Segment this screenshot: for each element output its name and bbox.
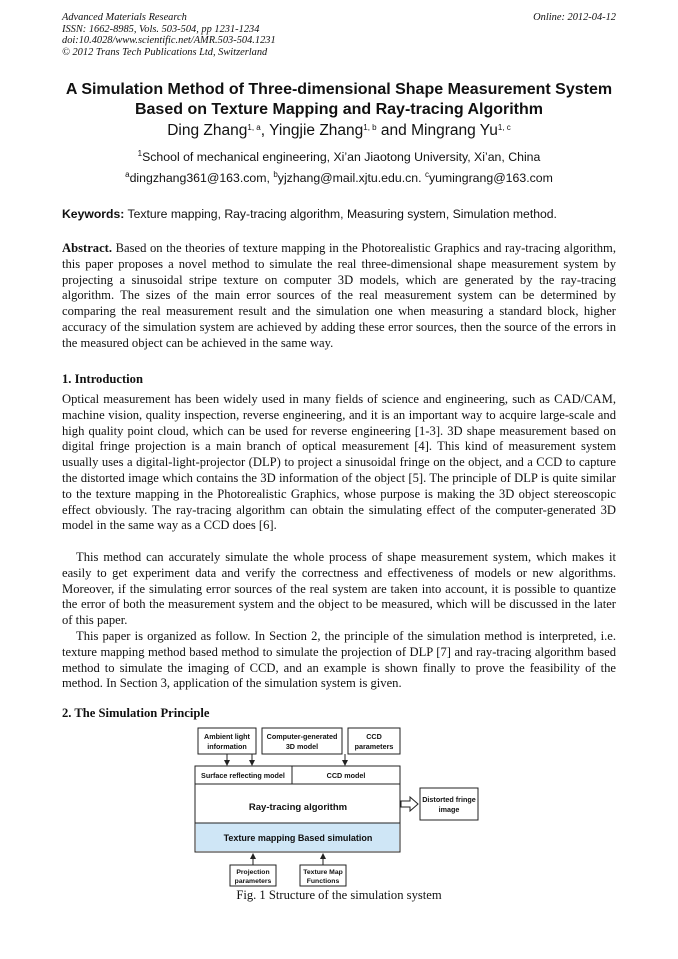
- author-emails: [0, 171, 678, 185]
- section-heading-simulation: 2. The Simulation Principle: [62, 706, 210, 720]
- intro-paragraph-3: This paper is organized as follow. In Section 2, the principle of the simulation method is interpreted, i.e. texture mapping method based method to simulate the projection of DLP [7] and ray-tracing algorithm based method to simulate the imaging of CCD, and an example is shown finally to prove the feasibility of the method. In Section 3, application of the simulation system is given.: [62, 629, 616, 691]
- diagram-label: Texture Map: [303, 869, 343, 876]
- intro-paragraph-1: Optical measurement has been widely used in many fields of science and engineering, such as CAD/CAM, machine vision, quality inspection, reverse engineering, and it is an important way to acquire large-scale and high quality point cloud, which can be used for reverse engineering [1-3]. 3D shape measurement based on digital fringe projection is a main branch of optical measurement [4]. This kind of measurement system usually uses a digital-light-projector (DLP) to project a sinusoidal fringe on the object, and a CCD to capture the distorted image which contains the 3D information of the object [5]. The principle of DLP is quite similar to the texture mapping in the Photorealistic Graphics, whose purpose is making the 3D object stereoscopic effect obviously. The ray-tracing algorithm can obtain the simulating effect of the computer-generated 3D model in the same way as a CCD does [6].: [62, 392, 616, 533]
- diagram-label: 3D model: [285, 742, 319, 751]
- author-name: Ding Zhang: [167, 122, 248, 139]
- diagram-label: Functions: [306, 878, 340, 885]
- keywords-text: Texture mapping, Ray-tracing algorithm, Measuring system, Simulation method.: [124, 207, 557, 221]
- diagram-label: Projection: [236, 869, 270, 876]
- journal-name: Advanced Materials Research: [62, 12, 187, 23]
- diagram-label: parameters: [234, 878, 272, 885]
- diagram-label: Texture mapping Based simulation: [223, 833, 373, 843]
- keywords: [62, 207, 618, 221]
- author-sup: 1, a: [247, 123, 261, 132]
- diagram-label: CCD: [366, 732, 382, 741]
- diagram-label: Computer-generated: [266, 732, 338, 741]
- diagram-label: Surface reflecting model: [201, 771, 285, 780]
- author-name: Mingrang Yu: [411, 122, 498, 139]
- structure-diagram: [190, 724, 500, 888]
- diagram-label: parameters: [354, 742, 394, 751]
- author-list: Ding Zhang$^{1, a}$, Yingjie Zhang$^{1, b}$ and Mingrang Yu$^{1, c}$: [167, 122, 511, 139]
- section-heading-introduction: 1. Introduction: [62, 372, 143, 386]
- issn-line: ISSN: 1662-8985, Vols. 503-504, pp 1231-1234: [62, 23, 260, 35]
- abstract-text: Based on the theories of texture mapping in the Photorealistic Graphics and ray-tracing algorithm, this paper proposes a novel method to simulate the real three-dimensional shape measurement system by projecting a sinusoidal stripe texture on computer 3D models, which are generated by the ray-tracing algorithm. The sizes of the main error sources of the real measurement system can be determined by comparing the real measurement result and the simulation one when measuring a standard block, higher accuracy of the simulation system are achieved by adding these error sources, then the source of the errors in the measured object can be achieved in the same way.: [62, 241, 616, 350]
- copyright-line: © 2012 Trans Tech Publications Ltd, Switzerland: [62, 46, 268, 58]
- keywords-label: Keywords:: [62, 207, 125, 221]
- author-conjunction: and: [376, 122, 412, 139]
- author-sup: 1, b: [363, 123, 377, 132]
- diagram-label: image: [438, 805, 460, 814]
- diagram-label: Ray-tracing algorithm: [248, 802, 348, 813]
- email-sup: b: [273, 170, 278, 179]
- figure-caption: Fig. 1 Structure of the simulation system: [236, 888, 442, 902]
- journal-header: [62, 12, 616, 58]
- abstract-label: Abstract.: [62, 241, 113, 255]
- email-link[interactable]: yjzhang@mail.xjtu.edu.cn.: [277, 171, 425, 185]
- doi-line[interactable]: doi:10.4028/www.scientific.net/AMR.503-504.1231: [62, 35, 276, 47]
- distorted-fringe-box: [420, 788, 478, 820]
- paper-title: A Simulation Method of Three-dimensional Shape Measurement System Based on Texture Mapping and Ray-tracing Algorithm: [65, 81, 613, 118]
- diagram-label: Ambient light: [204, 732, 250, 741]
- email-link[interactable]: yumingrang@163.com: [428, 171, 553, 185]
- email-sup: a: [125, 170, 130, 179]
- author-name: Yingjie Zhang: [269, 122, 364, 139]
- abstract: [62, 241, 616, 352]
- online-date: Online: 2012-04-12: [533, 12, 616, 23]
- affiliation: [0, 150, 678, 164]
- email-link[interactable]: dingzhang361@163.com,: [129, 171, 274, 185]
- affiliation-sup: 1: [137, 149, 143, 158]
- figure-1: [190, 724, 500, 893]
- affiliation-text: School of mechanical engineering, Xi’an Jiaotong University, Xi’an, China: [142, 150, 541, 164]
- diagram-label: CCD model: [326, 771, 366, 780]
- diagram-label: Distorted fringe: [422, 795, 476, 804]
- diagram-label: information: [207, 742, 247, 751]
- output-arrow-icon: [401, 797, 418, 811]
- email-sup: c: [424, 170, 429, 179]
- intro-paragraph-2: This method can accurately simulate the whole process of shape measurement system, which makes it easily to get experiment data and verify the correctness and effectiveness of models or new algorithms. Moreover, if the simulating error sources of the real system are taken into account, it is possible to quantize the error of both the measurement system and the object to be measured, which will be discussed in the later of this paper.: [62, 550, 616, 628]
- author-sup: 1, c: [497, 123, 511, 132]
